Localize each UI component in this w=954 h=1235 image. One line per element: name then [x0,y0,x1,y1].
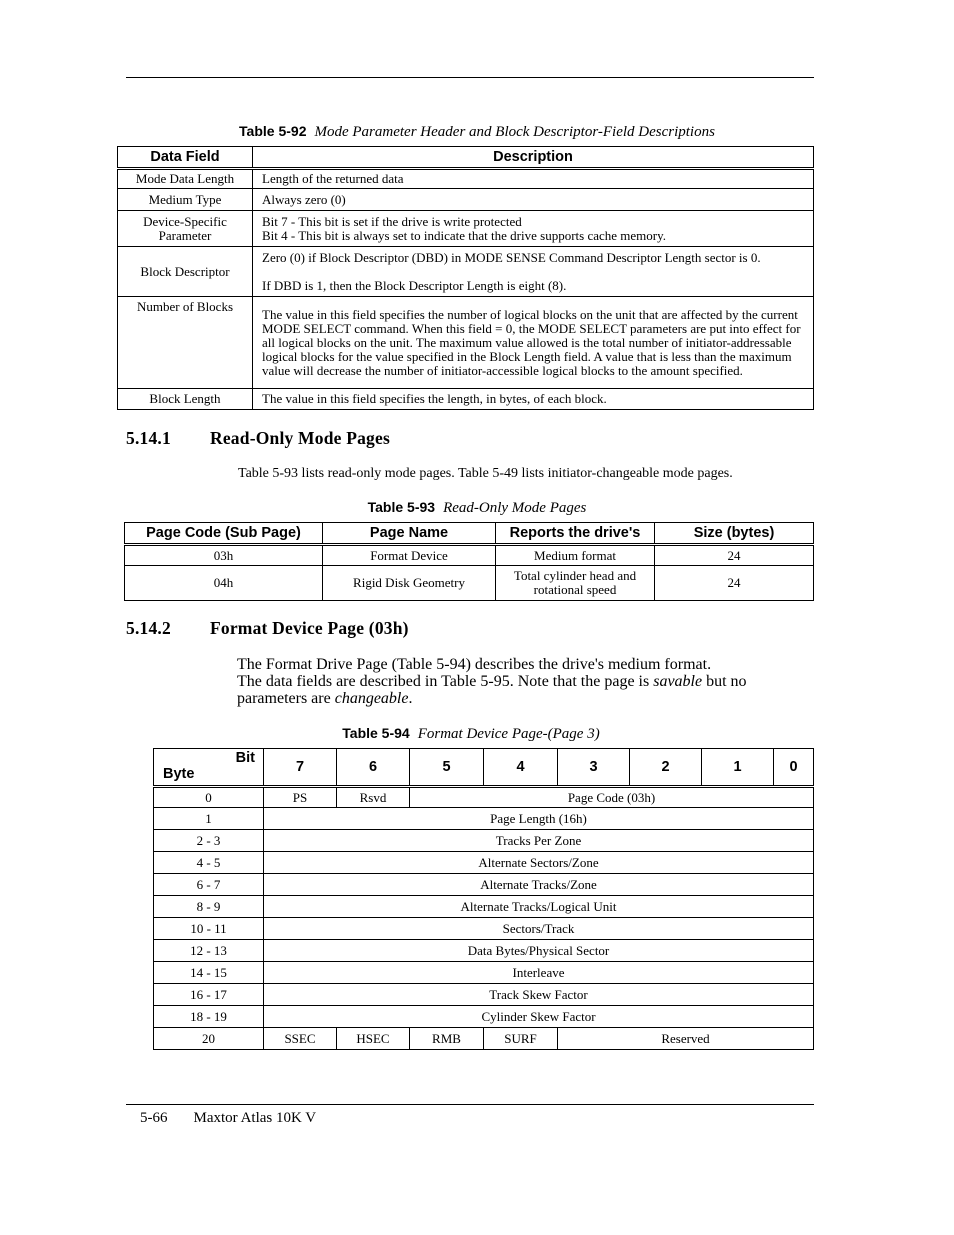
byte-cell: 1 [154,808,264,830]
field-cell: Block Length [118,389,253,410]
table-label: Table 5-93 [367,499,436,515]
description-line: Bit 7 - This bit is set if the drive is write protected [262,213,522,229]
table-row [154,808,814,830]
field-cell: Mode Data Length [118,169,253,189]
paragraph-line: The Format Drive Page (Table 5-94) describes the drive's medium format. [237,656,712,673]
reserved-cell: Reserved [558,1028,814,1050]
field-cell: Sectors/Track [264,918,814,940]
bit-header: 2 [630,749,702,787]
field-cell: Alternate Sectors/Zone [264,852,814,874]
page-name-cell: Format Device [323,545,496,566]
description-cell: Always zero (0) [253,189,814,211]
field-cell: Data Bytes/Physical Sector [264,940,814,962]
section-number: 5.14.2 [126,618,171,638]
section-heading-5-14-2 [126,618,409,639]
byte-cell: 20 [154,1028,264,1050]
table-row [118,389,814,410]
description-cell: The value in this field specifies the length, in bytes, of each block. [253,389,814,410]
page-footer [140,1110,316,1127]
column-header: Description [253,147,814,169]
column-header: Page Code (Sub Page) [125,523,323,545]
description-line: Zero (0) if Block Descriptor (DBD) in MODE SENSE Command Descriptor Length sector is 0. [262,249,761,265]
table-label: Table 5-94 [342,725,410,741]
section-paragraph: Table 5-93 lists read-only mode pages. Table 5-49 lists initiator-changeable mode pages. [238,466,733,481]
reports-cell: Medium format [496,545,655,566]
text-run: The data fields are described in Table 5-95. Note that the page is [237,673,654,690]
table-row [154,918,814,940]
field-cell: Alternate Tracks/Zone [264,874,814,896]
byte-label: Byte [163,766,195,782]
table-title: Mode Parameter Header and Block Descriptor-Field Descriptions [314,124,715,140]
byte-cell: 16 - 17 [154,984,264,1006]
field-cell: Cylinder Skew Factor [264,1006,814,1028]
field-cell: Interleave [264,962,814,984]
table-row [154,1028,814,1050]
column-header: Data Field [118,147,253,169]
bit-header: 1 [702,749,774,787]
bit-label: Bit [235,750,255,766]
ssec-cell: SSEC [264,1028,337,1050]
page-code-cell: 03h [125,545,323,566]
byte-cell: 18 - 19 [154,1006,264,1028]
column-header: Size (bytes) [655,523,814,545]
table-5-93-caption [0,499,954,517]
size-cell: 24 [655,566,814,601]
paragraph-line [237,673,807,707]
table-5-92 [117,146,814,410]
rmb-cell: RMB [410,1028,484,1050]
column-header: Page Name [323,523,496,545]
table-label: Table 5-92 [239,123,307,139]
description-line: Bit 4 - This bit is always set to indicate that the drive supports cache memory. [262,227,666,243]
section-number: 5.14.1 [126,428,171,448]
description-line: If DBD is 1, then the Block Descriptor Length is eight (8). [262,277,567,293]
byte-cell: 0 [154,787,264,808]
rsvd-cell: Rsvd [337,787,410,808]
description-cell: The value in this field specifies the number of logical blocks on the unit that are affected by the current MODE SELECT command. When this field = 0, the MODE SELECT parameters are put into effect for all logical blocks on the unit. The maximum value allowed is the total number of initiator-addressable logical blocks for the value specified in the Block Length field. A value that is less than the maximum value will decrease the number of initiator-accessible logical blocks to the amount specified. [253,297,814,389]
table-row [118,189,814,211]
field-cell: Alternate Tracks/Logical Unit [264,896,814,918]
byte-cell: 12 - 13 [154,940,264,962]
table-row [154,940,814,962]
bit-header: 5 [410,749,484,787]
section-paragraph [237,656,807,707]
column-header: Reports the drive's [496,523,655,545]
emphasis-changeable: changeable [334,690,409,707]
field-cell: Track Skew Factor [264,984,814,1006]
table-row [154,984,814,1006]
bit-byte-corner [154,749,264,787]
table-row [154,1006,814,1028]
field-cell: Page Length (16h) [264,808,814,830]
reports-cell: Total cylinder head and rotational speed [496,566,655,601]
table-title: Format Device Page-(Page 3) [417,726,600,742]
page-number: 5-66 [140,1110,168,1126]
bit-header: 4 [484,749,558,787]
ps-cell: PS [264,787,337,808]
section-title: Format Device Page (03h) [210,618,409,638]
table-row [118,169,814,189]
product-name: Maxtor Atlas 10K V [193,1110,317,1126]
field-cell: Number of Blocks [118,297,253,389]
byte-cell: 4 - 5 [154,852,264,874]
description-cell [253,247,814,297]
bit-header: 3 [558,749,630,787]
table-row [154,830,814,852]
bit-header: 0 [774,749,814,787]
table-row [154,962,814,984]
emphasis-savable: savable [653,673,703,690]
byte-cell: 8 - 9 [154,896,264,918]
byte-cell: 6 - 7 [154,874,264,896]
description-cell [253,211,814,247]
table-row [154,852,814,874]
section-title: Read-Only Mode Pages [210,428,390,448]
page-name-cell: Rigid Disk Geometry [323,566,496,601]
byte-cell: 10 - 11 [154,918,264,940]
bit-header: 7 [264,749,337,787]
table-5-94 [153,748,814,1050]
field-cell: Medium Type [118,189,253,211]
table-row [118,211,814,247]
table-row [154,896,814,918]
description-cell: Length of the returned data [253,169,814,189]
table-row [125,545,814,566]
header-rule [126,77,814,78]
byte-cell: 14 - 15 [154,962,264,984]
table-title: Read-Only Mode Pages [443,500,587,516]
table-row [154,787,814,808]
bit-header: 6 [337,749,410,787]
table-row [118,297,814,389]
table-5-92-caption [0,123,954,141]
table-5-93 [124,522,814,601]
byte-cell: 2 - 3 [154,830,264,852]
text-run: . [408,690,413,707]
table-row [125,566,814,601]
table-row [154,874,814,896]
section-heading-5-14-1 [126,428,390,449]
field-cell: Tracks Per Zone [264,830,814,852]
surf-cell: SURF [484,1028,558,1050]
field-cell: Device-Specific Parameter [118,211,253,247]
text-run: but no parameters are [237,673,747,707]
size-cell: 24 [655,545,814,566]
page-code-cell: Page Code (03h) [410,787,814,808]
table-row [118,247,814,297]
footer-rule [126,1104,814,1105]
table-5-94-caption [0,725,948,743]
hsec-cell: HSEC [337,1028,410,1050]
field-cell: Block Descriptor [118,247,253,297]
page-code-cell: 04h [125,566,323,601]
